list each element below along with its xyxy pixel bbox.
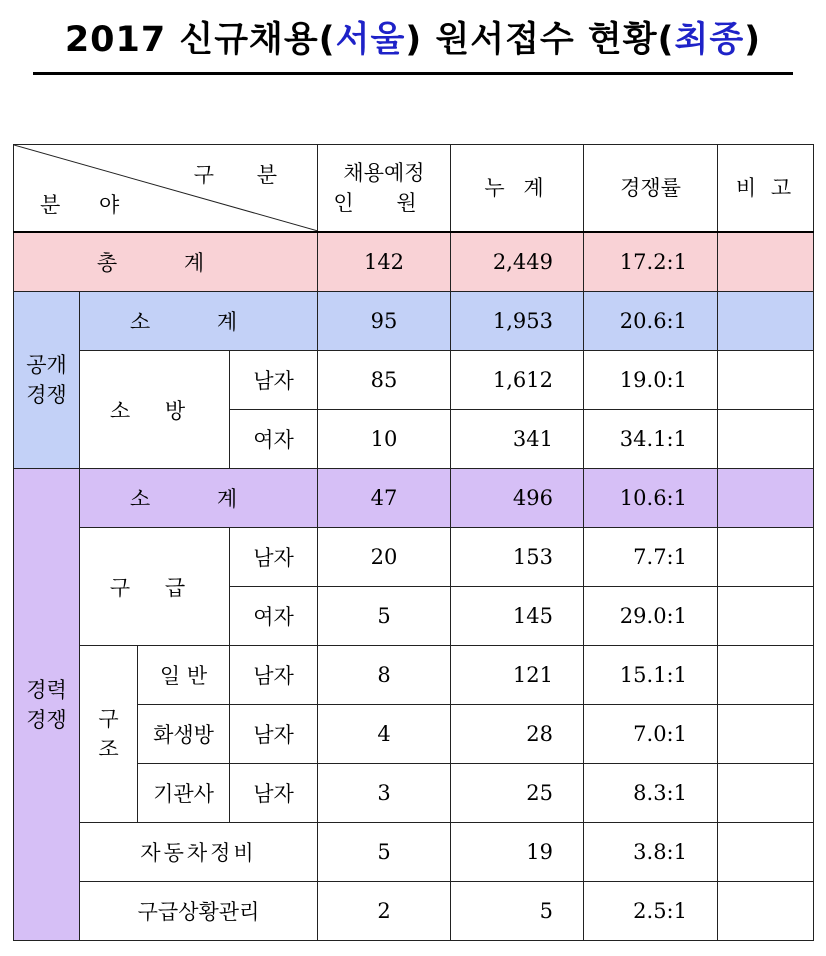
fire-female-applicants: 341: [451, 410, 584, 469]
header-ratio: 경쟁률: [584, 145, 718, 233]
open-subtotal-row: [14, 292, 814, 351]
emergency-mgmt-note: [718, 882, 814, 941]
auto-maint-note: [718, 823, 814, 882]
page-title: [0, 18, 826, 62]
table-row: [14, 351, 814, 410]
open-subtotal-ratio: 20.6:1: [584, 292, 718, 351]
table-row: [14, 823, 814, 882]
fire-male-note: [718, 351, 814, 410]
rescue-chemical-label: 화생방: [138, 705, 230, 764]
ems-label: 구 급: [80, 528, 230, 646]
open-category: [14, 292, 80, 469]
open-category-line2: 경쟁: [26, 383, 67, 407]
header-planned-line2: 인 원: [333, 191, 435, 215]
header-field: 분 야: [40, 193, 136, 217]
total-ratio: 17.2:1: [584, 232, 718, 292]
open-subtotal-applicants: 1,953: [451, 292, 584, 351]
rescue-chemical-gender: 남자: [230, 705, 318, 764]
open-subtotal-note: [718, 292, 814, 351]
title-suffix: ): [744, 20, 762, 60]
rescue-general-ratio: 15.1:1: [584, 646, 718, 705]
fire-female-ratio: 34.1:1: [584, 410, 718, 469]
emergency-mgmt-ratio: 2.5:1: [584, 882, 718, 941]
ems-male-ratio: 7.7:1: [584, 528, 718, 587]
title-place: 서울: [335, 20, 406, 60]
rescue-chemical-note: [718, 705, 814, 764]
fire-label: 소 방: [80, 351, 230, 469]
header-row: [14, 145, 814, 233]
open-category-line1: 공개: [26, 353, 67, 377]
rescue-engineer-ratio: 8.3:1: [584, 764, 718, 823]
title-prefix: 2017 신규채용(: [64, 20, 336, 60]
career-category: [14, 469, 80, 941]
career-category-line2: 경쟁: [26, 707, 67, 732]
fire-female-note: [718, 410, 814, 469]
career-subtotal-label: 소 계: [80, 469, 318, 528]
career-subtotal-note: [718, 469, 814, 528]
fire-male-planned: 85: [318, 351, 451, 410]
ems-female-planned: 5: [318, 587, 451, 646]
rescue-chemical-ratio: 7.0:1: [584, 705, 718, 764]
open-subtotal-label: 소 계: [80, 292, 318, 351]
career-subtotal-applicants: 496: [451, 469, 584, 528]
header-planned: [318, 145, 451, 233]
rescue-general-planned: 8: [318, 646, 451, 705]
auto-maint-label: 자동차정비: [80, 823, 318, 882]
rescue-engineer-planned: 3: [318, 764, 451, 823]
title-status: 최종: [674, 20, 745, 60]
ems-female-applicants: 145: [451, 587, 584, 646]
emergency-mgmt-applicants: 5: [451, 882, 584, 941]
emergency-mgmt-label: 구급상황관리: [80, 882, 318, 941]
auto-maint-ratio: 3.8:1: [584, 823, 718, 882]
rescue-general-gender: 남자: [230, 646, 318, 705]
total-label: 총 계: [14, 232, 318, 292]
career-category-line1: 경력: [26, 677, 67, 702]
rescue-label: [80, 646, 138, 823]
title-underline: [33, 72, 793, 75]
title-middle: ) 원서접수 현황(: [405, 20, 675, 60]
header-total: 누 계: [451, 145, 584, 233]
rescue-label-line2: 조: [98, 737, 119, 761]
fire-female-gender: 여자: [230, 410, 318, 469]
ems-male-note: [718, 528, 814, 587]
table-row: [14, 882, 814, 941]
ems-female-note: [718, 587, 814, 646]
table-row: [14, 528, 814, 587]
career-subtotal-planned: 47: [318, 469, 451, 528]
ems-male-applicants: 153: [451, 528, 584, 587]
fire-female-planned: 10: [318, 410, 451, 469]
total-row: [14, 232, 814, 292]
emergency-mgmt-planned: 2: [318, 882, 451, 941]
rescue-engineer-gender: 남자: [230, 764, 318, 823]
rescue-label-line1: 구: [98, 707, 119, 731]
career-subtotal-row: [14, 469, 814, 528]
total-planned: 142: [318, 232, 451, 292]
ems-male-planned: 20: [318, 528, 451, 587]
ems-female-ratio: 29.0:1: [584, 587, 718, 646]
rescue-engineer-applicants: 25: [451, 764, 584, 823]
rescue-general-label: 일 반: [138, 646, 230, 705]
applications-table: [13, 144, 814, 941]
ems-female-gender: 여자: [230, 587, 318, 646]
header-division: 구 분: [193, 163, 295, 187]
auto-maint-applicants: 19: [451, 823, 584, 882]
rescue-chemical-planned: 4: [318, 705, 451, 764]
rescue-general-note: [718, 646, 814, 705]
header-planned-line1: 채용예정: [343, 161, 425, 185]
open-subtotal-planned: 95: [318, 292, 451, 351]
auto-maint-planned: 5: [318, 823, 451, 882]
rescue-chemical-applicants: 28: [451, 705, 584, 764]
total-note: [718, 232, 814, 292]
header-note: 비 고: [718, 145, 814, 233]
rescue-general-applicants: 121: [451, 646, 584, 705]
header-diagonal-cell: [14, 145, 318, 233]
fire-male-ratio: 19.0:1: [584, 351, 718, 410]
total-applicants: 2,449: [451, 232, 584, 292]
rescue-engineer-label: 기관사: [138, 764, 230, 823]
fire-male-applicants: 1,612: [451, 351, 584, 410]
rescue-engineer-note: [718, 764, 814, 823]
career-subtotal-ratio: 10.6:1: [584, 469, 718, 528]
fire-male-gender: 남자: [230, 351, 318, 410]
table-row: [14, 646, 814, 705]
ems-male-gender: 남자: [230, 528, 318, 587]
